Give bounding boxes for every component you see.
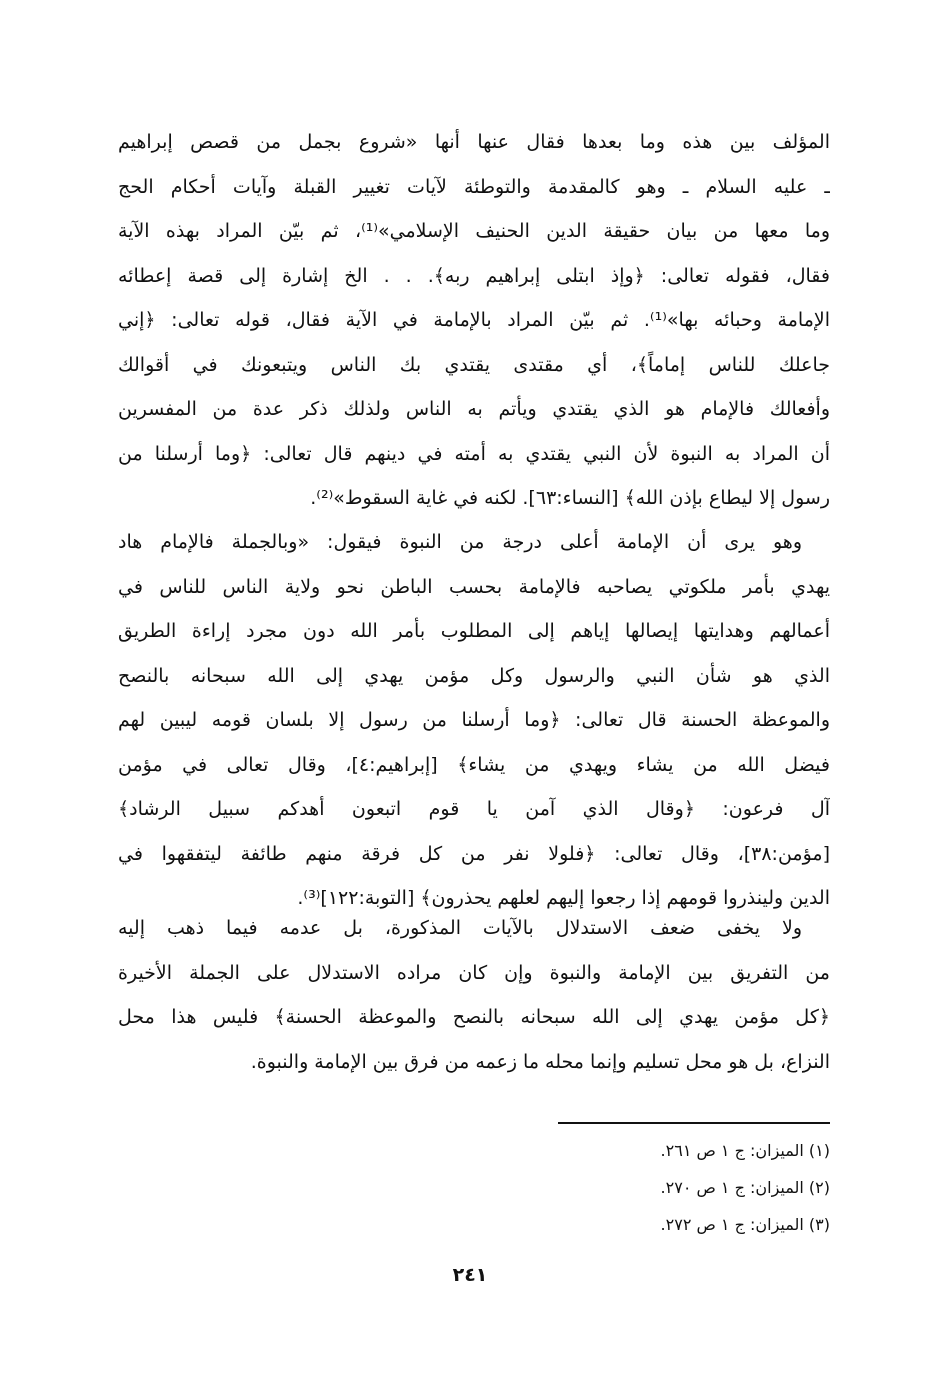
text-line: المؤلف بين هذه وما بعدها فقال عنها أنها «شروع بجمل من قصص إبراهيم [118, 131, 830, 153]
page-number: ٢٤١ [452, 1264, 488, 1286]
footnote-divider [558, 1122, 830, 1124]
text-line: أعمالهم وهدايتها إيصالها إياهم إلى المطلوب بأمر الله دون مجرد إراءة الطريق [118, 620, 830, 642]
text-line: الدين ولينذروا قومهم إذا رجعوا إليهم لعلهم يحذرون﴾ [التوبة:١٢٢]⁽³⁾. [297, 887, 830, 909]
text-line: آل فرعون: ﴿وقال الذي آمن يا قوم اتبعون أهدكم سبيل الرشاد﴾ [118, 798, 830, 820]
text-line: وأفعالك فالإمام هو الذي يقتدي ويأتم به الناس ولذلك ذكر عدة من المفسرين [118, 398, 830, 420]
footnote-2: (٢) الميزان: ج ١ ص ٢٧٠. [660, 1178, 830, 1197]
text-line: ـ عليه السلام ـ وهو كالمقدمة والتوطئة لآيات تغيير القبلة وآيات أحكام الحج [118, 175, 830, 198]
paragraph-2 [118, 520, 830, 921]
text-line: جاعلك للناس إماماً﴾، أي مقتدى يقتدي بك الناس ويتبعونك في أقوالك [118, 353, 830, 376]
text-line: أن المراد به النبوة لأن النبي يقتدي به أمته في دينهم قال تعالى: ﴿وما أرسلنا من [118, 442, 830, 465]
paragraph-3 [118, 906, 830, 1084]
text-line: فيضل الله من يشاء ويهدي من يشاء﴾ [إبراهيم:٤]، وقال تعالى في مؤمن [118, 753, 830, 776]
text-line: من التفريق بين الإمامة والنبوة وإن كان مراده الاستدلال على الجملة الأخيرة [118, 961, 830, 984]
footnotes [500, 1132, 830, 1243]
text-line: فقال، فقوله تعالى: ﴿وإذ ابتلى إبراهيم ربه﴾. . . الخ إشارة إلى قصة إعطائه [118, 264, 830, 287]
text-line: [مؤمن:٣٨]، وقال تعالى: ﴿فلولا نفر من كل فرقة منهم طائفة ليتفقهوا في [118, 842, 830, 865]
text-line: الذي هو شأن النبي والرسول وكل مؤمن يهدي إلى الله سبحانه بالنصح [118, 664, 830, 687]
text-line: الإمامة وحبائه بها»⁽¹⁾. ثم بيّن المراد بالإمامة في الآية فقال، قوله تعالى: ﴿إني [118, 309, 830, 331]
text-line: ﴿كل مؤمن يهدي إلى الله سبحانه بالنصح والموعظة الحسنة﴾ فليس هذا محل [118, 1006, 830, 1028]
text-line: النزاع، بل هو محل تسليم وإنما محله ما زعمه من فرق بين الإمامة والنبوة. [250, 1050, 830, 1073]
footnote-3: (٣) الميزان: ج ١ ص ٢٧٢. [660, 1215, 830, 1234]
text-line: يهدي بأمر ملكوتي يصاحبه فالإمامة بحسب الباطن نحو ولاية الناس للناس في [118, 575, 830, 598]
text-line: وما معها من بيان حقيقة الدين الحنيف الإسلامي»⁽¹⁾، ثم بيّن المراد بهذه الآية [118, 220, 830, 242]
paragraph-1 [118, 120, 830, 521]
text-line: والموعظة الحسنة قال تعالى: ﴿وما أرسلنا من رسول إلا بلسان قومه ليبين لهم [118, 709, 830, 731]
text-line: وهو يرى أن الإمامة أعلى درجة من النبوة فيقول: «وبالجملة فالإمام هاد [118, 531, 802, 553]
footnote-1: (١) الميزان: ج ١ ص ٢٦١. [660, 1141, 830, 1160]
text-line: رسول إلا ليطاع بإذن الله﴾ [النساء:٦٣]. لكنه في غاية السقوط»⁽²⁾. [310, 487, 830, 509]
text-line: ولا يخفى ضعف الاستدلال بالآيات المذكورة، بل عدمه فيما ذهب إليه [118, 917, 802, 939]
